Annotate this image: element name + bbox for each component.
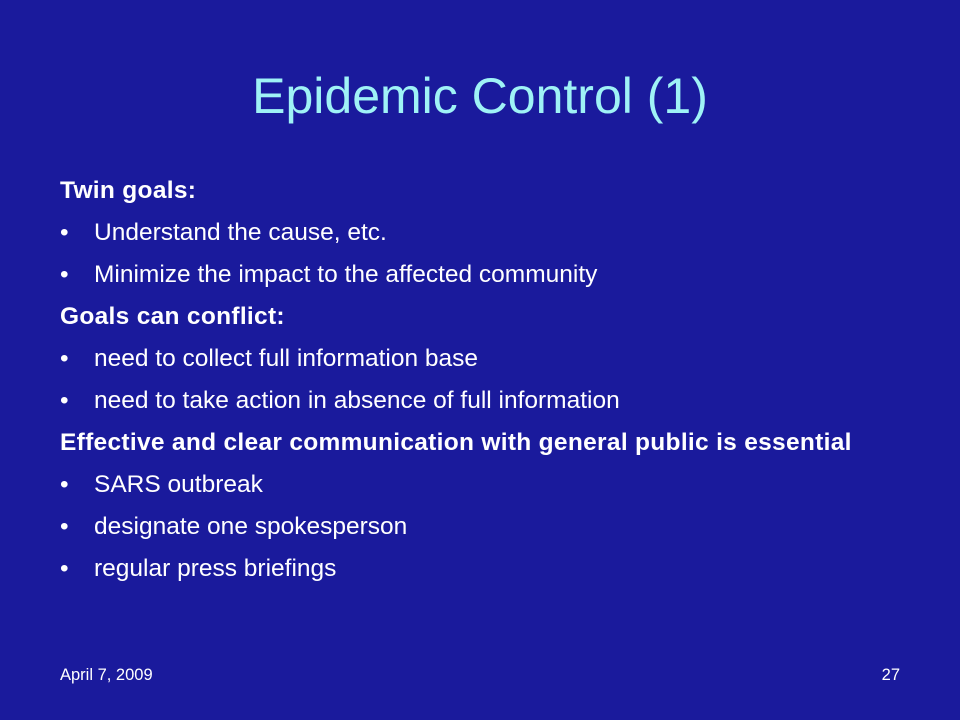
bullet-text: regular press briefings	[94, 555, 337, 582]
bullet-text: need to take action in absence of full information	[94, 387, 620, 414]
bullet-text: need to collect full information base	[94, 345, 479, 372]
bullet-dot-icon: •	[60, 261, 69, 288]
bullet-item	[60, 554, 910, 584]
heading-twin-goals: Twin goals:	[60, 177, 197, 204]
bullet-item	[60, 218, 910, 248]
footer-date: April 7, 2009	[60, 666, 153, 684]
bullet-item	[60, 386, 910, 416]
bullet-text: designate one spokesperson	[94, 513, 408, 540]
bullet-dot-icon: •	[60, 555, 69, 582]
bullet-text: SARS outbreak	[94, 471, 263, 498]
bullet-text: Understand the cause, etc.	[94, 219, 387, 246]
bullet-item	[60, 260, 910, 290]
bullet-dot-icon: •	[60, 219, 69, 246]
slide-number: 27	[881, 666, 900, 684]
heading-goals-conflict: Goals can conflict:	[60, 303, 285, 330]
bullet-dot-icon: •	[60, 513, 69, 540]
bullet-item	[60, 344, 910, 374]
bullet-dot-icon: •	[60, 387, 69, 414]
bullet-dot-icon: •	[60, 471, 69, 498]
bullet-item	[60, 470, 910, 500]
bullet-dot-icon: •	[60, 345, 69, 372]
bullet-item	[60, 512, 910, 542]
slide-content	[60, 176, 910, 596]
slide-title: Epidemic Control (1)	[252, 68, 708, 124]
bullet-text: Minimize the impact to the affected community	[94, 261, 598, 288]
heading-communication: Effective and clear communication with general public is essential	[60, 429, 852, 456]
